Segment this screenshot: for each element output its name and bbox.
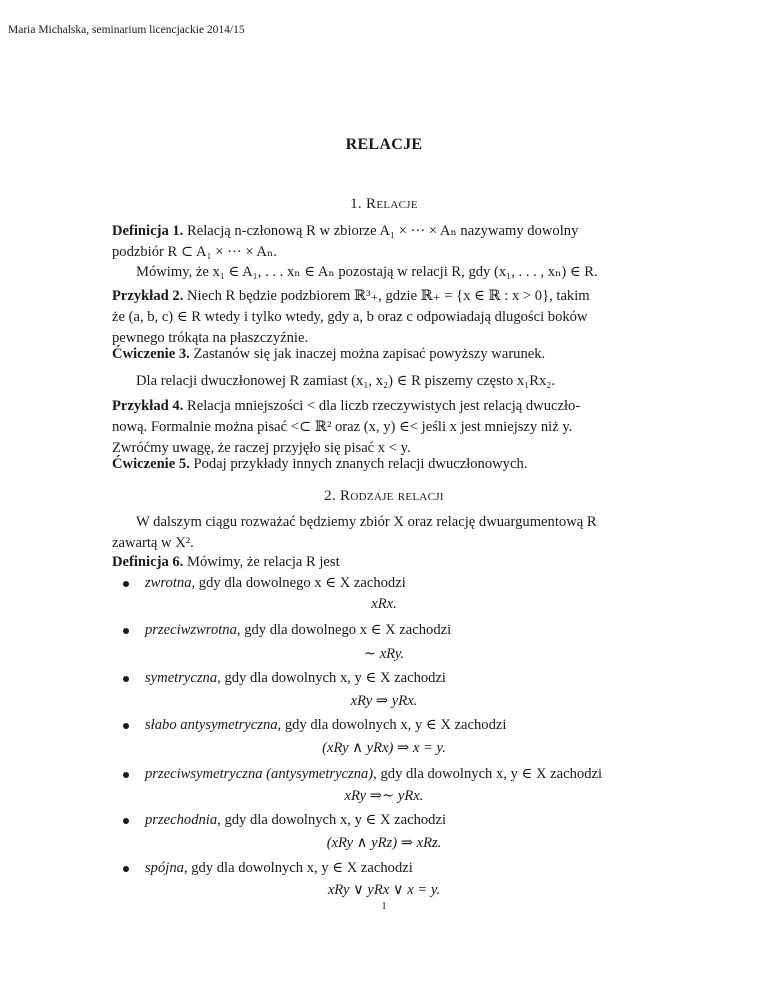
property-term: przeciwzwrotna [145, 622, 237, 638]
formula: xRy ⇒∼ yRx. [344, 788, 424, 804]
exercise-5 [112, 454, 658, 475]
definition-1 [112, 221, 658, 263]
property-condition: , gdy dla dowolnych x, y ∈ X zachodzi [183, 860, 413, 876]
section-heading-1: 1. Relacje [350, 196, 418, 212]
property-condition: , gdy dla dowolnych x, y ∈ X zachodzi [217, 812, 447, 828]
definition-label: Definicja 1. [112, 223, 184, 239]
exercise-text: Zastanów się jak inaczej można zapisać powyższy warunek. [193, 346, 546, 362]
list-item-spojna [145, 858, 665, 879]
formula: xRy ⇒ yRx. [350, 693, 418, 709]
list-item-przeciwsymetryczna [145, 764, 665, 785]
example-2 [112, 286, 658, 349]
example-text-line: Relacja mniejszości < dla liczb rzeczywistych jest relacją dwuczło- [187, 398, 581, 414]
property-condition: , gdy dla dowolnego x ∈ X zachodzi [191, 575, 406, 591]
definition-text-line: Relacją n-członową R w zbiorze A₁ × ··· × Aₙ nazywamy dowolny [187, 223, 579, 239]
list-item-przechodnia [145, 810, 665, 831]
bullet-icon [123, 628, 129, 634]
list-item-zwrotna [145, 573, 665, 594]
exercise-label: Ćwiczenie 3. [112, 346, 190, 362]
definition-text: Mówimy, że relacja R jest [187, 554, 340, 570]
property-term: przechodnia [145, 812, 218, 828]
property-term: zwrotna [145, 575, 192, 591]
bullet-icon [123, 676, 129, 682]
list-item-slabo-antysymetryczna [145, 715, 665, 736]
bullet-icon [123, 723, 129, 729]
example-label: Przykład 4. [112, 398, 184, 414]
property-term: symetryczna [145, 670, 218, 686]
example-label: Przykład 2. [112, 288, 184, 304]
formula: xRx. [371, 596, 397, 612]
property-condition: , gdy dla dowolnego x ∈ X zachodzi [236, 622, 452, 638]
exercise-3 [112, 344, 658, 365]
property-condition: , gdy dla dowolnych x, y ∈ X zachodzi [373, 766, 603, 782]
section-heading-2: 2. Rodzaje relacji [324, 488, 444, 504]
bullet-icon [123, 581, 129, 587]
list-item-symetryczna [145, 668, 665, 689]
list-item-przeciwzwrotna [145, 620, 665, 641]
exercise-label: Ćwiczenie 5. [112, 456, 190, 472]
example-text-line: Zwróćmy uwagę, że raczej przyjęło się pisać x < y. [112, 440, 411, 456]
property-condition: , gdy dla dowolnych x, y ∈ X zachodzi [277, 717, 507, 733]
paragraph-line: W dalszym ciągu rozważać będziemy zbiór X oraz relację dwuargumentową R [136, 514, 597, 530]
formula: ∼ xRy. [363, 646, 405, 662]
property-term: przeciwsymetryczna (antysymetryczna) [145, 766, 374, 782]
page-title: RELACJE [345, 136, 423, 153]
formula: (xRy ∧ yRz) ⇒ xRz. [326, 835, 442, 851]
example-text-line: pewnego trókąta na płaszczyźnie. [112, 330, 309, 346]
formula: xRy ∨ yRx ∨ x = y. [327, 882, 441, 898]
paragraph-mowimy: Mówimy, że x₁ ∈ A₁, . . . xₙ ∈ Aₙ pozostają w relacji R, gdy (x₁, . . . , xₙ) ∈ R. [136, 264, 598, 280]
property-condition: , gdy dla dowolnych x, y ∈ X zachodzi [217, 670, 446, 686]
property-term: słabo antysymetryczna [145, 717, 278, 733]
exercise-text: Podaj przykłady innych znanych relacji dwuczłonowych. [193, 456, 528, 472]
page-number: 1 [381, 900, 387, 912]
bullet-icon [123, 818, 129, 824]
property-term: spójna [145, 860, 184, 876]
paragraph-line: zawartą w X². [112, 535, 194, 551]
paragraph-dwuczlonowa: Dla relacji dwuczłonowej R zamiast (x₁, x₂) ∈ R piszemy często x₁Rx₂. [136, 373, 555, 389]
example-text-line: Niech R będzie podzbiorem ℝ³₊, gdzie ℝ₊ = {x ∈ ℝ : x > 0}, takim [187, 288, 590, 304]
paragraph-dalszym [112, 512, 658, 554]
running-header: Maria Michalska, seminarium licencjackie 2014/15 [8, 24, 245, 36]
example-text-line: że (a, b, c) ∈ R wtedy i tylko wtedy, gdy a, b oraz c odpowiadają dlugości boków [112, 309, 588, 325]
example-4 [112, 396, 658, 459]
definition-text-line: podzbiór R ⊂ A₁ × ··· × Aₙ. [112, 244, 277, 260]
formula: (xRy ∧ yRx) ⇒ x = y. [322, 740, 446, 756]
bullet-icon [123, 772, 129, 778]
definition-label: Definicja 6. [112, 554, 184, 570]
bullet-icon [123, 866, 129, 872]
example-text-line: nową. Formalnie można pisać <⊂ ℝ² oraz (x, y) ∈< jeśli x jest mniejszy niż y. [112, 419, 573, 435]
definition-6 [112, 552, 658, 573]
